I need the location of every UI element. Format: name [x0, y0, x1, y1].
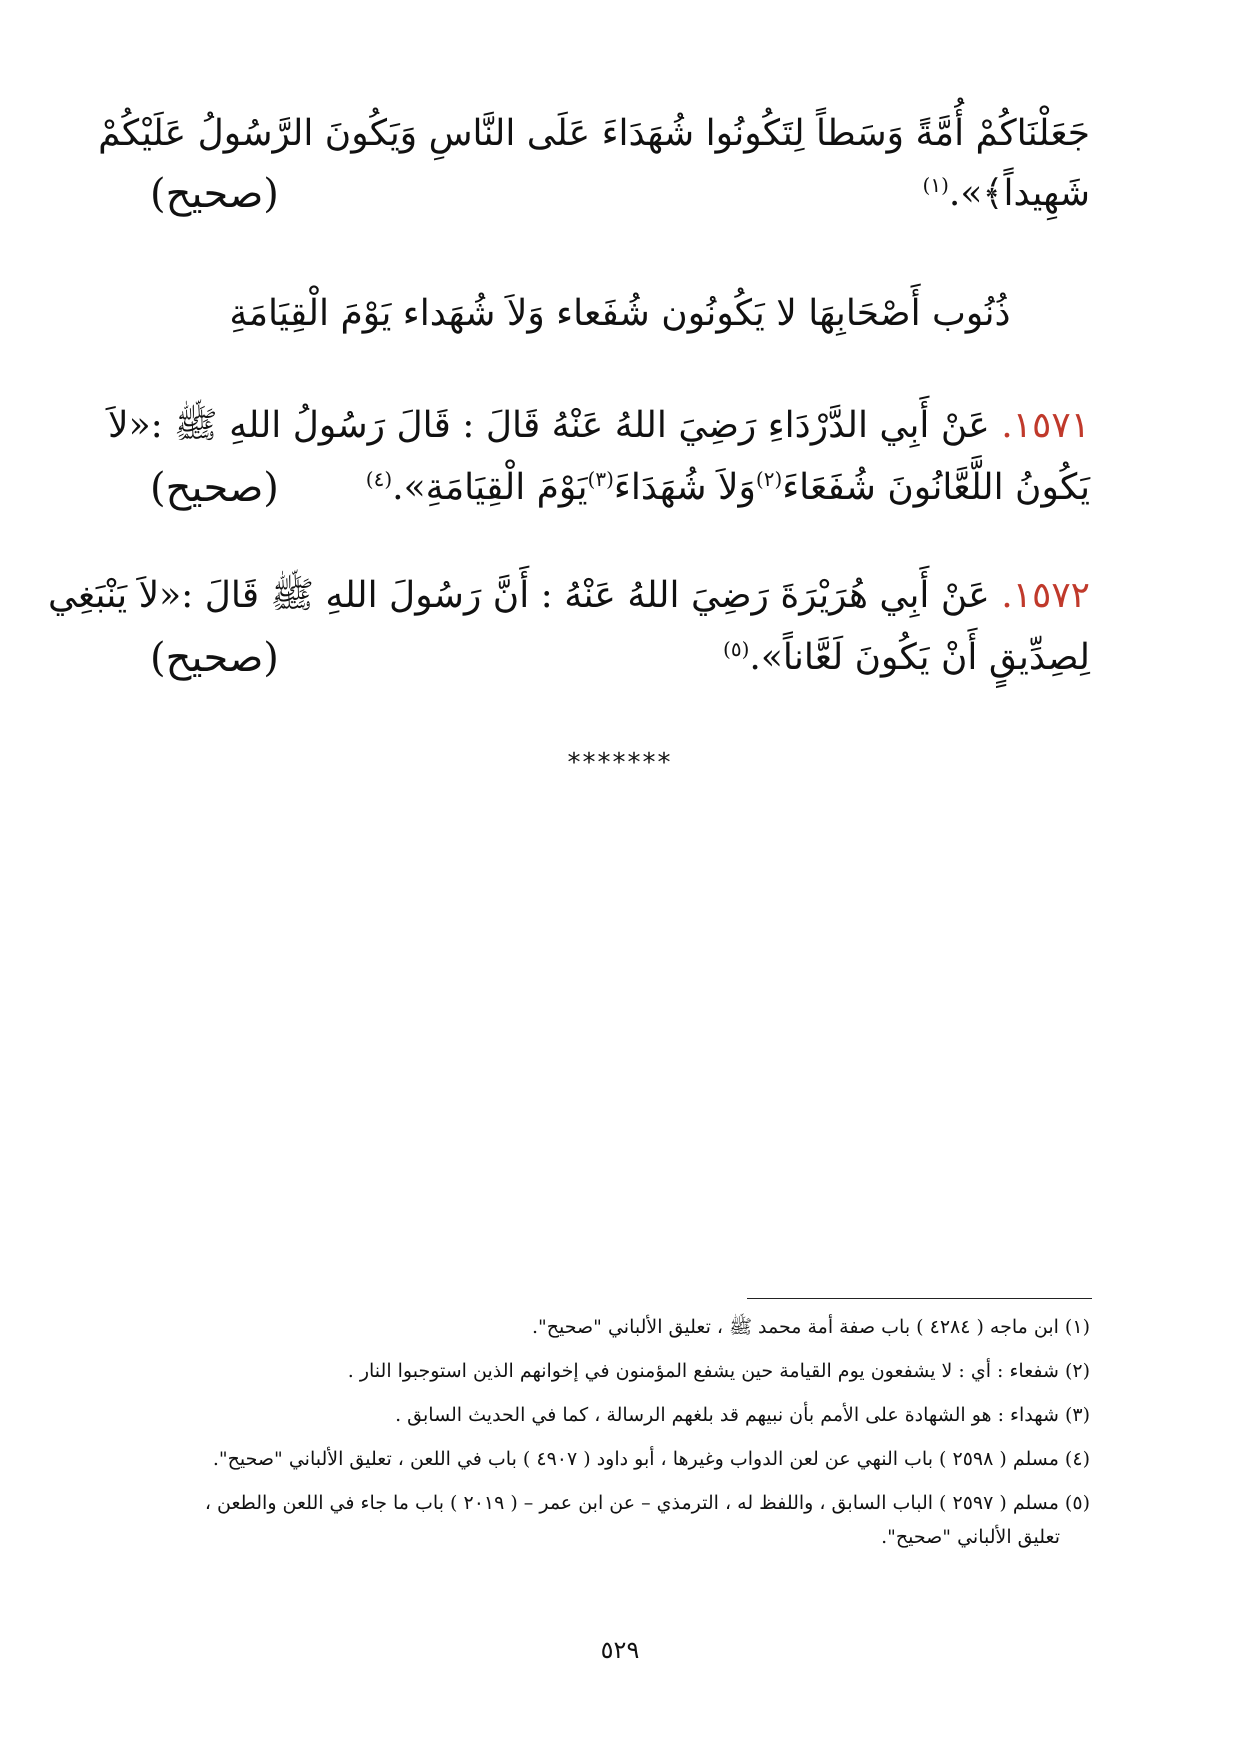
footnote-ref[interactable]: (٥): [723, 637, 750, 661]
hadith-grade: (صحيح): [150, 465, 279, 511]
footnote-ref[interactable]: (٢): [755, 467, 783, 491]
hadith-grade: (صحيح): [150, 635, 279, 681]
text-line: جَعَلْنَاكُمْ أُمَّةً وَسَطاً لِتَكُونُوا شُهَدَاءَ عَلَى النَّاسِ وَيَكُونَ الرَّسُولُ عَلَيْكُمْ: [98, 113, 1090, 154]
hadith-grade: (صحيح): [150, 171, 279, 217]
footnote-ref[interactable]: (٤): [365, 467, 393, 491]
text-line: لِصِدِّيقٍ أَنْ يَكُونَ لَعَّاناً».$^{(٥)}$: [723, 637, 1090, 678]
text-line: ١٥٧١. عَنْ أَبِي الدَّرْدَاءِ رَضِيَ اللهُ عَنْهُ قَالَ : قَالَ رَسُولُ اللهِ ﷺ :«لاَ: [108, 405, 1090, 446]
footnote-1: (١) ابن ماجه ( ٤٢٨٤ ) باب صفة أمة محمد ﷺ ، تعليق الألباني "صحيح".: [531, 1316, 1090, 1338]
hadith-1571: [108, 402, 1090, 512]
section-heading: ذُنُوب أَصْحَابِهَا لا يَكُونُون شُفَعاء وَلاَ شُهَداء يَوْمَ الْقِيَامَةِ: [229, 293, 1011, 334]
text-line: يَكُونُ اللَّعَّانُونَ شُفَعَاءَ$^{(٢)}$وَلاَ شُهَدَاءَ$^{(٣)}$يَوْمَ الْقِيَامَةِ».$^{(٤)}$: [365, 467, 1090, 508]
text-line: شَهِيداً﴾».$^{(١)}$: [922, 173, 1090, 214]
hadith-number: ١٥٧١.: [1001, 405, 1090, 446]
footnote-5-continuation: تعليق الألباني "صحيح".: [881, 1526, 1060, 1548]
footnote-ref[interactable]: (٣): [587, 467, 614, 491]
section-separator: *******: [567, 748, 673, 778]
page-number: ٥٢٩: [600, 1636, 640, 1664]
footnote-4: (٤) مسلم ( ٢٥٩٨ ) باب النهي عن لعن الدواب وغيرها ، أبو داود ( ٤٩٠٧ ) باب في اللعن ، تعليق الألباني "صحيح".: [212, 1448, 1090, 1470]
footnote-2: (٢) شفعاء : أي : لا يشفعون يوم القيامة حين يشفع المؤمنون في إخوانهم الذين استوجبوا النار .: [347, 1360, 1090, 1382]
hadith-number: ١٥٧٢.: [1001, 575, 1090, 616]
footnote-divider: [747, 1298, 1092, 1299]
footnote-ref[interactable]: (١): [922, 173, 949, 197]
footnote-3: (٣) شهداء : هو الشهادة على الأمم بأن نبيهم قد بلغهم الرسالة ، كما في الحديث السابق .: [395, 1404, 1090, 1426]
text-line: ١٥٧٢. عَنْ أَبِي هُرَيْرَةَ رَضِيَ اللهُ عَنْهُ : أَنَّ رَسُولَ اللهِ ﷺ قَالَ :«لاَ يَنْبَغِي: [48, 575, 1090, 616]
hadith-continuation: [98, 110, 1090, 220]
footnote-5: (٥) مسلم ( ٢٥٩٧ ) الباب السابق ، واللفظ له ، الترمذي – عن ابن عمر – ( ٢٠١٩ ) باب ما جاء في اللعن والطعن ،: [204, 1492, 1090, 1514]
hadith-1572: [48, 572, 1090, 682]
